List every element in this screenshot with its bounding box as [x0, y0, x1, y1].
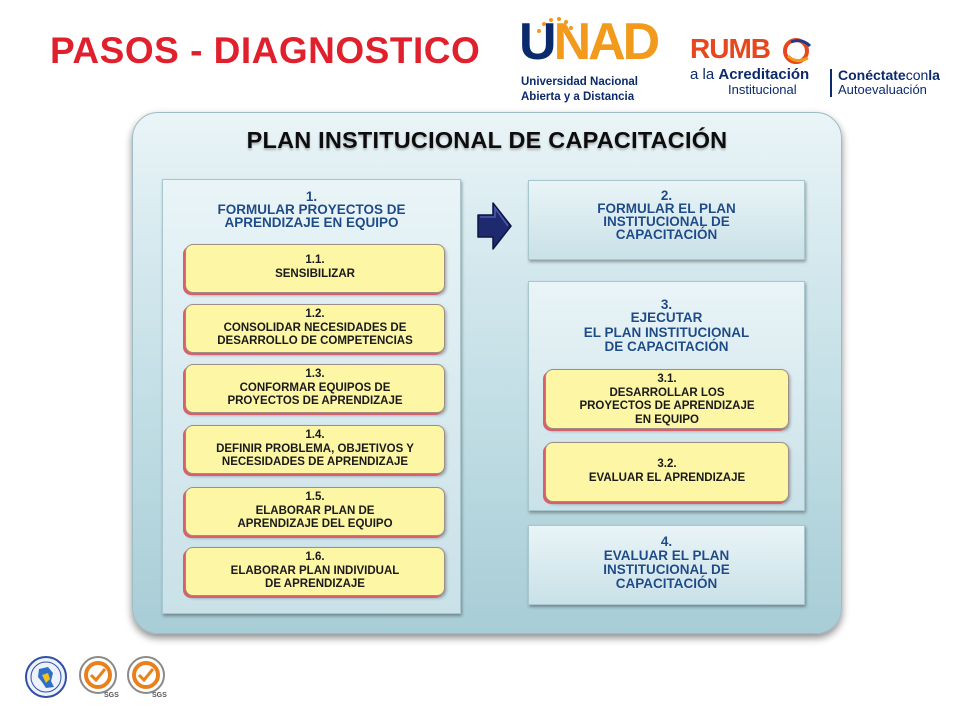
- substep-number: 1.2.: [305, 308, 325, 320]
- step1-title-line1: FORMULAR PROYECTOS DE: [217, 202, 406, 217]
- unad-wordmark: [519, 14, 657, 70]
- substep-text: DESARROLLAR LOS PROYECTOS DE APRENDIZAJE EN EQUIPO: [579, 386, 755, 426]
- unad-logo: [517, 13, 658, 109]
- substep-number: 1.1.: [305, 254, 325, 266]
- step2-box: [528, 180, 805, 260]
- substep-number: 3.1.: [657, 373, 677, 385]
- substep-3-2: [545, 442, 789, 502]
- substep-text: EVALUAR EL APRENDIZAJE: [588, 471, 746, 484]
- rumbo-right1-bold: Conéctate: [838, 67, 906, 83]
- unad-mark-nad: NAD: [553, 13, 658, 71]
- substep-1-4: [185, 425, 445, 474]
- step2-number: 2.: [660, 188, 673, 203]
- substep-1-6: [185, 547, 445, 596]
- sgs-cert-badge-1-label: SGS: [104, 692, 119, 699]
- substep-text: ELABORAR PLAN INDIVIDUAL DE APRENDIZAJE: [230, 564, 400, 590]
- unad-line2: Abierta y a Distancia: [521, 91, 635, 103]
- substep-number: 1.5.: [305, 491, 325, 503]
- slide-title: PASOS - DIAGNOSTICO: [50, 30, 481, 71]
- rumbo-right1: [838, 67, 940, 83]
- rumbo-right1-mid: con: [905, 67, 929, 83]
- substep-1-2: [185, 304, 445, 353]
- substep-number: 1.6.: [305, 551, 325, 563]
- substep-text: SENSIBILIZAR: [275, 267, 355, 280]
- rumbo-divider: [830, 69, 832, 97]
- sgs-cert-badge-2-icon: [124, 655, 168, 699]
- step3-title-line1: EJECUTAR: [630, 310, 703, 325]
- step1-title-line2: APRENDIZAJE EN EQUIPO: [224, 215, 399, 230]
- substep-number: 3.2.: [657, 458, 677, 470]
- step1-number: 1.: [305, 189, 318, 204]
- substep-number: 1.4.: [305, 429, 325, 441]
- diagram-title: PLAN INSTITUCIONAL DE CAPACITACIÓN: [246, 127, 728, 153]
- substep-text: DEFINIR PROBLEMA, OBJETIVOS Y NECESIDADES DE APRENDIZAJE: [216, 442, 414, 468]
- step3-title-line2: EL PLAN INSTITUCIONAL: [583, 325, 750, 340]
- rumbo-line1: [690, 66, 809, 83]
- step4-title-line2: INSTITUCIONAL DE: [603, 562, 730, 577]
- substep-text: ELABORAR PLAN DE APRENDIZAJE DEL EQUIPO: [237, 504, 393, 530]
- step2-title-line3: CAPACITACIÓN: [615, 227, 718, 242]
- unad-mark-u: U: [519, 13, 554, 71]
- substep-1-3: [185, 364, 445, 413]
- step1-box: [162, 179, 461, 614]
- rumbo-logo: [690, 33, 940, 100]
- step2-title-line1: FORMULAR EL PLAN: [597, 201, 736, 216]
- substep-1-1: [185, 244, 445, 293]
- step2-title-line2: INSTITUCIONAL DE: [603, 214, 730, 229]
- step3-title-line3: DE CAPACITACIÓN: [604, 339, 729, 354]
- colombia-seal-icon: [24, 655, 68, 699]
- rumbo-line1-prefix: a la: [690, 66, 719, 83]
- step3-number: 3.: [660, 297, 673, 312]
- rumbo-line1-bold: Acreditación: [718, 66, 810, 83]
- rumbo-right1-end: la: [928, 67, 940, 83]
- step3-box: [528, 281, 805, 511]
- step4-title-line3: CAPACITACIÓN: [615, 576, 718, 591]
- step4-number: 4.: [660, 534, 673, 549]
- sgs-cert-badge-1-icon: [76, 655, 120, 699]
- substep-1-5: [185, 487, 445, 536]
- substep-number: 1.3.: [305, 368, 325, 380]
- substep-text: CONFORMAR EQUIPOS DE PROYECTOS DE APRENDIZAJE: [227, 381, 403, 407]
- diagram-panel: [132, 112, 842, 634]
- unad-line1: Universidad Nacional: [521, 76, 638, 88]
- substep-3-1: [545, 369, 789, 429]
- rumbo-right2: Autoevaluación: [838, 82, 927, 97]
- right-arrow-icon: [475, 199, 513, 253]
- step4-title-line1: EVALUAR EL PLAN: [603, 548, 730, 563]
- step4-box: [528, 525, 805, 605]
- rumbo-compass-icon: [782, 36, 812, 66]
- rumbo-word: RUMB: [690, 33, 770, 64]
- rumbo-line2: Institucional: [728, 82, 797, 97]
- sgs-cert-badge-2-label: SGS: [152, 692, 167, 699]
- substep-text: CONSOLIDAR NECESIDADES DE DESARROLLO DE COMPETENCIAS: [217, 321, 413, 347]
